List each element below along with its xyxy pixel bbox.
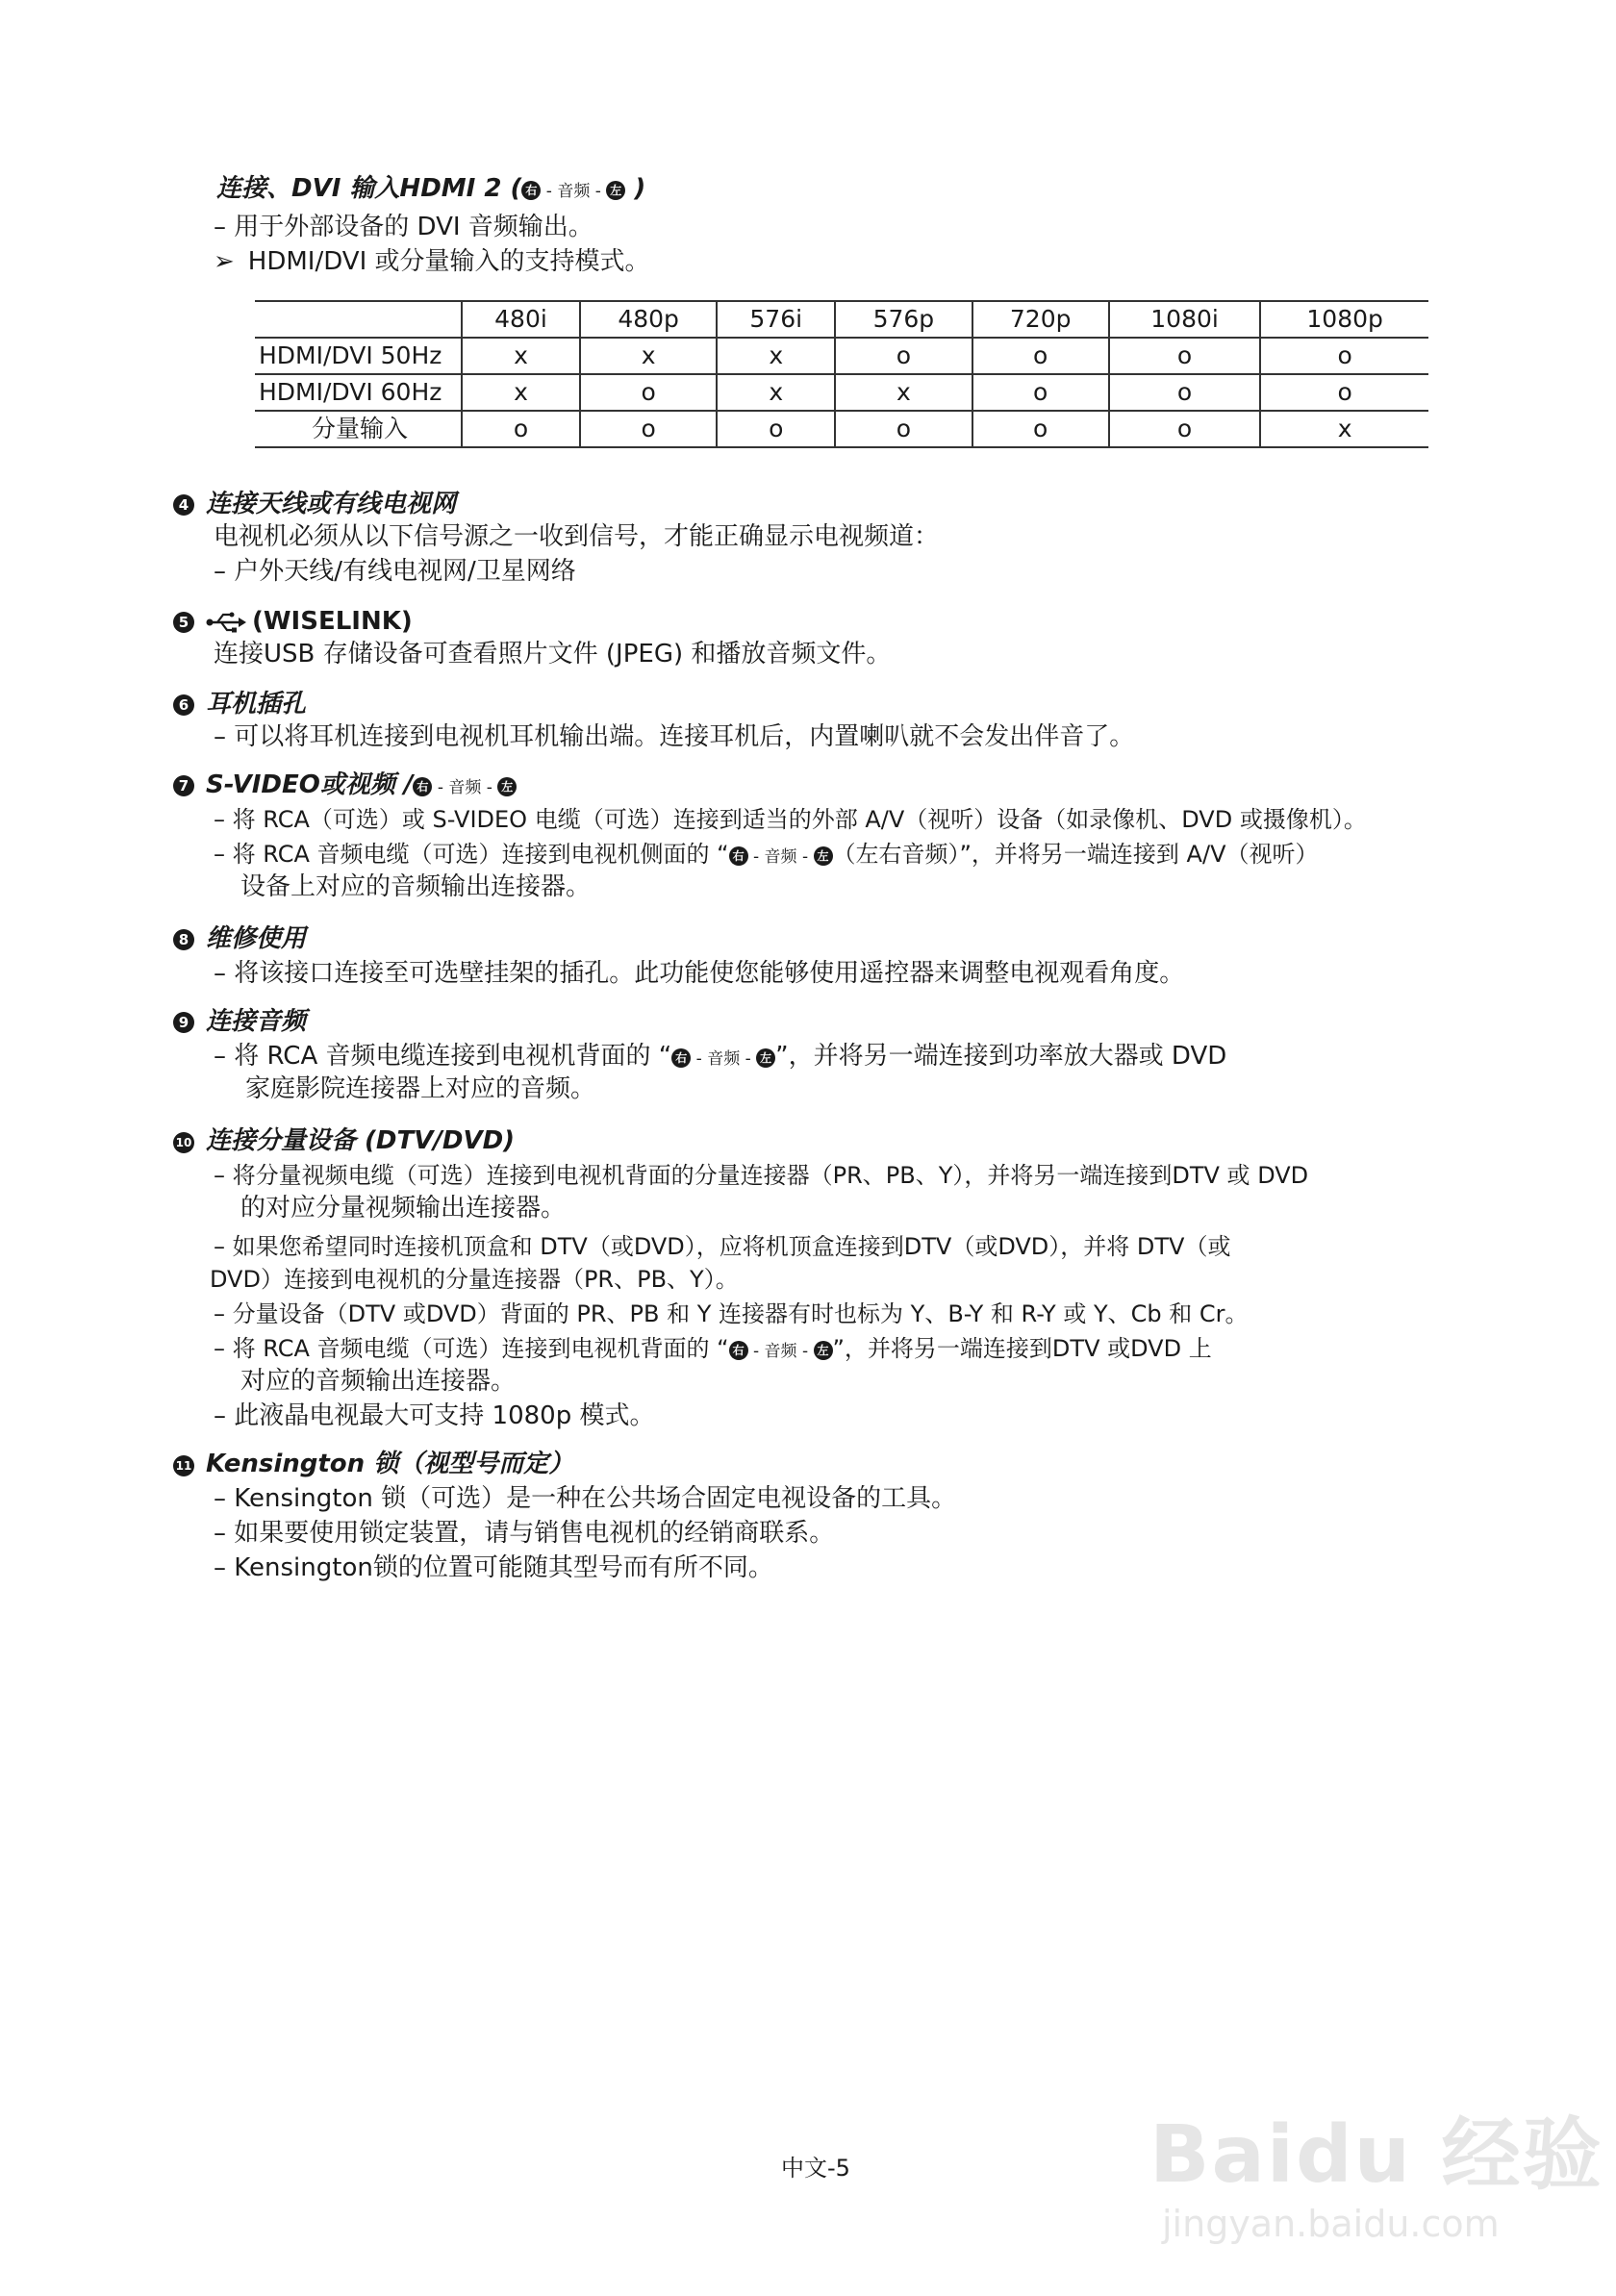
table-row <box>255 411 1428 447</box>
right-audio-icon: 右 <box>413 777 432 796</box>
section-title: 连接分量设备 (DTV/DVD) <box>206 1126 516 1155</box>
supported-modes-table <box>255 300 1428 448</box>
baidu-watermark-logo: Baidu 经验 <box>1149 2109 1603 2201</box>
section-7-heading <box>173 770 517 803</box>
section-10-line5: – 分量设备（DTV 或DVD）背面的 PR、PB 和 Y 连接器有时也标为 Y、B-Y 和 R-Y 或 Y、Cb 和 Cr。 <box>214 1300 1249 1327</box>
number-7-icon: 7 <box>173 775 194 796</box>
line-text: ”，并将另一端连接到DTV 或DVD 上 <box>832 1335 1212 1362</box>
hdmi-heading-close: ) <box>625 174 646 203</box>
table-cell: o <box>972 374 1109 411</box>
hdmi-line1: – 用于外部设备的 DVI 音频输出。 <box>214 213 593 241</box>
row-label: HDMI/DVI 50Hz <box>255 338 462 374</box>
audio-label: - 音频 - <box>747 1342 814 1361</box>
table-cell: x <box>835 374 972 411</box>
section-9-heading <box>173 1006 306 1037</box>
section-8-heading <box>173 923 306 954</box>
table-cell: o <box>835 411 972 447</box>
number-6-icon: 6 <box>173 694 194 716</box>
number-5-icon: 5 <box>173 612 194 633</box>
left-audio-icon: 左 <box>497 777 517 796</box>
table-cell: o <box>1109 374 1260 411</box>
note-arrow-icon: ➢ <box>214 247 235 276</box>
section-title: 维修使用 <box>206 924 307 953</box>
number-11-icon: 11 <box>173 1455 194 1476</box>
section-4-line2: – 户外天线/有线电视网/卫星网络 <box>214 557 576 586</box>
section-8-line1: – 将该接口连接至可选壁挂架的插孔。此功能使您能够使用遥控器来调整电视观看角度。 <box>214 959 1185 988</box>
table-header-cell: 480p <box>580 301 717 338</box>
table-cell: o <box>580 374 717 411</box>
table-cell: o <box>462 411 580 447</box>
table-row <box>255 374 1428 411</box>
table-header-cell: 480i <box>462 301 580 338</box>
left-audio-icon: 左 <box>606 181 625 200</box>
table-cell: o <box>972 411 1109 447</box>
section-4-heading <box>173 489 456 519</box>
number-4-icon: 4 <box>173 494 194 516</box>
section-4-line1: 电视机必须从以下信号源之一收到信号，才能正确显示电视频道： <box>214 522 940 551</box>
section-11-line3: – Kensington锁的位置可能随其型号而有所不同。 <box>214 1553 773 1582</box>
section-title: (WISELINK) <box>252 607 413 636</box>
table-cell: o <box>1109 411 1260 447</box>
section-10-heading <box>173 1125 515 1156</box>
section-6-line1: – 可以将耳机连接到电视机耳机输出端。连接耳机后，内置喇叭就不会发出伴音了。 <box>214 722 1135 751</box>
line-text: – 将 RCA 音频电缆（可选）连接到电视机背面的 “ <box>214 1335 729 1362</box>
section-11-line2: – 如果要使用锁定装置，请与销售电视机的经销商联系。 <box>214 1519 835 1548</box>
section-10-line2: 的对应分量视频输出连接器。 <box>240 1194 567 1223</box>
table-cell: o <box>972 338 1109 374</box>
section-title: Kensington 锁（视型号而定） <box>206 1450 574 1478</box>
section-title: S-VIDEO或视频 / <box>206 770 414 799</box>
section-title: 耳机插孔 <box>206 690 307 719</box>
audio-label: - 音频 - <box>432 778 498 797</box>
table-cell: x <box>462 374 580 411</box>
table-cell: x <box>717 338 835 374</box>
baidu-watermark-url: jingyan.baidu.com <box>1162 2203 1500 2245</box>
right-audio-icon: 右 <box>729 1341 748 1360</box>
hdmi-heading-text: 连接、DVI 输入HDMI 2 ( <box>216 174 522 203</box>
section-10-line1: – 将分量视频电缆（可选）连接到电视机背面的分量连接器（PR、PB、Y），并将另一端连接到DTV 或 DVD <box>214 1162 1309 1189</box>
hdmi-note-text: HDMI/DVI 或分量输入的支持模式。 <box>247 247 650 276</box>
number-10-icon: 10 <box>173 1132 194 1153</box>
section-title: 连接音频 <box>206 1007 307 1036</box>
left-audio-icon: 左 <box>814 846 833 866</box>
line-text: – 将 RCA 音频电缆（可选）连接到电视机侧面的 “ <box>214 841 729 868</box>
number-8-icon: 8 <box>173 929 194 950</box>
section-7-line1: – 将 RCA（可选）或 S-VIDEO 电缆（可选）连接到适当的外部 A/V（视听）设备（如录像机、DVD 或摄像机）。 <box>214 806 1367 833</box>
right-audio-icon: 右 <box>521 181 541 200</box>
section-10-line4: DVD）连接到电视机的分量连接器（PR、PB、Y）。 <box>210 1266 739 1293</box>
page-number: 中文-5 <box>781 2155 850 2182</box>
table-cell: o <box>1109 338 1260 374</box>
left-audio-icon: 左 <box>814 1341 833 1360</box>
section-10-line7: 对应的音频输出连接器。 <box>240 1367 517 1396</box>
table-cell: o <box>1260 338 1428 374</box>
section-11-line1: – Kensington 锁（可选）是一种在公共场合固定电视设备的工具。 <box>214 1484 957 1513</box>
section-10-line6 <box>214 1333 1212 1367</box>
table-cell: x <box>580 338 717 374</box>
section-11-heading <box>173 1449 573 1479</box>
section-10-line3: – 如果您希望同时连接机顶盒和 DTV（或DVD），应将机顶盒连接到DTV（或DVD），并将 DTV（或 <box>214 1233 1231 1260</box>
table-header-row <box>255 301 1428 338</box>
table-cell: o <box>580 411 717 447</box>
row-label: 分量输入 <box>255 411 462 447</box>
section-5-line1: 连接USB 存储设备可查看照片文件 (JPEG) 和播放音频文件。 <box>214 640 892 669</box>
row-label: HDMI/DVI 60Hz <box>255 374 462 411</box>
section-9-line1 <box>214 1041 1226 1074</box>
audio-label: - 音频 - <box>747 847 814 867</box>
table-header-cell: 576i <box>717 301 835 338</box>
right-audio-icon: 右 <box>729 846 748 866</box>
left-audio-icon: 左 <box>756 1048 775 1068</box>
line-text: – 将 RCA 音频电缆连接到电视机背面的 “ <box>214 1042 672 1071</box>
hdmi-heading <box>216 173 645 207</box>
section-9-line2: 家庭影院连接器上对应的音频。 <box>245 1074 596 1103</box>
table-cell: o <box>1260 374 1428 411</box>
table-header-cell <box>255 301 462 338</box>
table-cell: x <box>462 338 580 374</box>
table-header-cell: 720p <box>972 301 1109 338</box>
number-9-icon: 9 <box>173 1012 194 1033</box>
section-7-line3: 设备上对应的音频输出连接器。 <box>240 872 592 901</box>
table-cell: x <box>717 374 835 411</box>
line-text: ”，并将另一端连接到功率放大器或 DVD <box>775 1042 1227 1071</box>
line-text: （左右音频）”，并将另一端连接到 A/V（视听） <box>832 841 1319 868</box>
table-cell: o <box>717 411 835 447</box>
table-header-cell: 576p <box>835 301 972 338</box>
hdmi-note <box>214 246 650 277</box>
usb-icon <box>206 610 246 641</box>
section-7-line2 <box>214 839 1318 872</box>
right-audio-icon: 右 <box>671 1048 691 1068</box>
section-title: 连接天线或有线电视网 <box>206 490 457 518</box>
table-header-cell: 1080p <box>1260 301 1428 338</box>
table-cell: o <box>835 338 972 374</box>
table-header-cell: 1080i <box>1109 301 1260 338</box>
audio-label: - 音频 - <box>541 182 607 201</box>
table-cell: x <box>1260 411 1428 447</box>
section-10-line8: – 此液晶电视最大可支持 1080p 模式。 <box>214 1401 655 1430</box>
audio-label: - 音频 - <box>691 1049 757 1069</box>
section-6-heading <box>173 689 306 719</box>
table-row <box>255 338 1428 374</box>
section-5-heading <box>173 606 413 641</box>
